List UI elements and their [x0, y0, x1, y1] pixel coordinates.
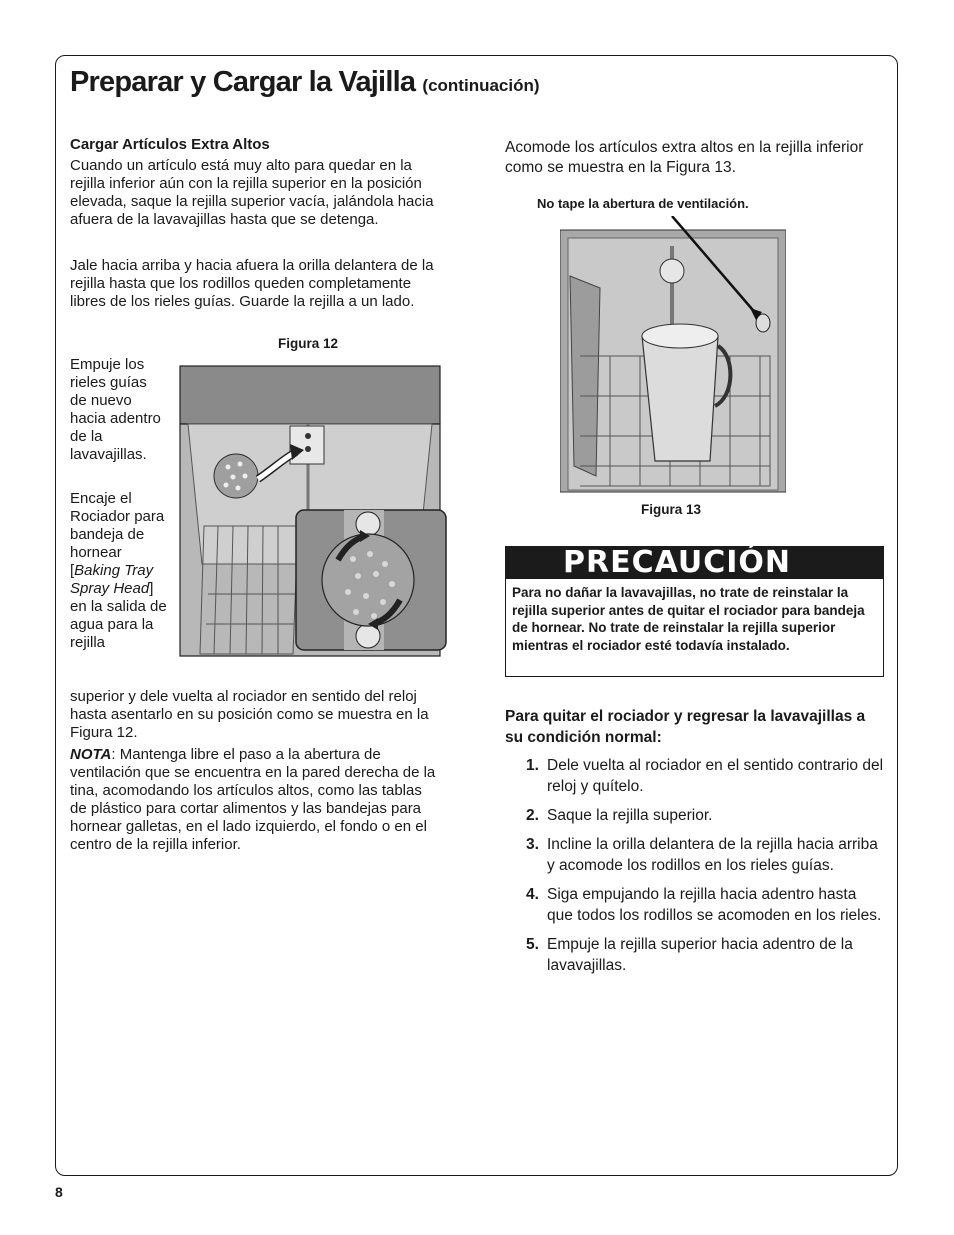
page-number: 8 [55, 1184, 63, 1200]
list-item [526, 805, 886, 826]
figure-13-illustration [560, 216, 786, 494]
note-paragraph [70, 746, 442, 854]
step-number: 2. [526, 807, 539, 824]
section-heading: Cargar Artículos Extra Altos [70, 136, 270, 153]
paragraph-2 [70, 257, 442, 311]
steps-heading: Para quitar el rociador y regresar la lavavajillas a su condición normal: [505, 708, 866, 746]
caution-banner [505, 546, 884, 579]
step-number: 3. [526, 836, 539, 853]
step-text: Siga empujando la rejilla hacia adentro hasta que todos los rodillos se acomoden en los rieles. [547, 886, 882, 924]
step-text: Incline la orilla delantera de la rejilla hacia arriba y acomode los rodillos en los rieles guías. [547, 836, 878, 874]
paragraph-1: Cuando un artículo está muy alto para quedar en la rejilla inferior aún con la rejilla superior en la posición elevada, saque la rejilla superior vacía, jalándola hacia afuera de la lavavajillas hasta que se detenga. [70, 157, 434, 228]
page-title-continuation: (continuación) [422, 76, 540, 95]
page-title [70, 66, 540, 99]
figure-13-caption: Figura 13 [641, 502, 702, 517]
step-number: 4. [526, 886, 539, 903]
paragraph-2-text: Jale hacia arriba y hacia afuera la orilla delantera de la rejilla hasta que los rodillos queden completamente libres de los rieles guías. Guarde la rejilla a un lado. [70, 257, 434, 310]
note-text: : Mantenga libre el paso a la abertura de ventilación que se encuentra en la pared derecha de la tina, acomodando los artículos altos, como las tablas de plástico para cortar alimentos y las bandejas para hornear galletas, en el lado izquierdo, el fondo o en el centro de la rejilla inferior. [70, 746, 436, 853]
list-item [526, 934, 886, 976]
paragraph-4-end-short: ] en la salida de agua para la rejilla [70, 580, 167, 651]
paragraph-4-continuation: superior y dele vuelta al rociador en sentido del reloj hasta asentarlo en su posición como se muestra en la Figura 12. [70, 688, 429, 741]
step-number: 5. [526, 936, 539, 953]
step-text: Empuje la rejilla superior hacia adentro de la lavavajillas. [547, 936, 853, 974]
list-item [526, 834, 886, 876]
steps-list [526, 755, 886, 984]
step-number: 1. [526, 757, 539, 774]
paragraph-4-start: Encaje el Rociador para bandeja de hornear [ [70, 490, 165, 579]
paragraph-4-italic: Baking Tray Spray Head [70, 562, 154, 597]
right-intro: Acomode los artículos extra altos en la rejilla inferior como se muestra en la Figura 13. [505, 139, 864, 176]
paragraph-4 [70, 490, 170, 652]
caution-title: PRECAUCIÓN [563, 545, 792, 580]
figure-12-caption: Figura 12 [278, 336, 339, 351]
note-label: NOTA [70, 746, 112, 763]
figure-12-illustration [178, 364, 450, 662]
paragraph-3: Empuje los rieles guías de nuevo hacia adentro de la lavavajillas. [70, 356, 161, 463]
figure-13-callout: No tape la abertura de ventilación. [537, 196, 749, 211]
list-item [526, 884, 886, 926]
list-item [526, 755, 886, 797]
caution-text: Para no dañar la lavavajillas, no trate de reinstalar la rejilla superior antes de quitar el rociador para bandeja de hornear. No trate de reinstalar la rejilla superior mientras el rociador esté todavía instalado. [512, 585, 865, 653]
step-text: Saque la rejilla superior. [547, 807, 713, 824]
page-title-main: Preparar y Cargar la Vajilla [70, 66, 416, 98]
step-text: Dele vuelta al rociador en el sentido contrario del reloj y quítelo. [547, 757, 884, 795]
